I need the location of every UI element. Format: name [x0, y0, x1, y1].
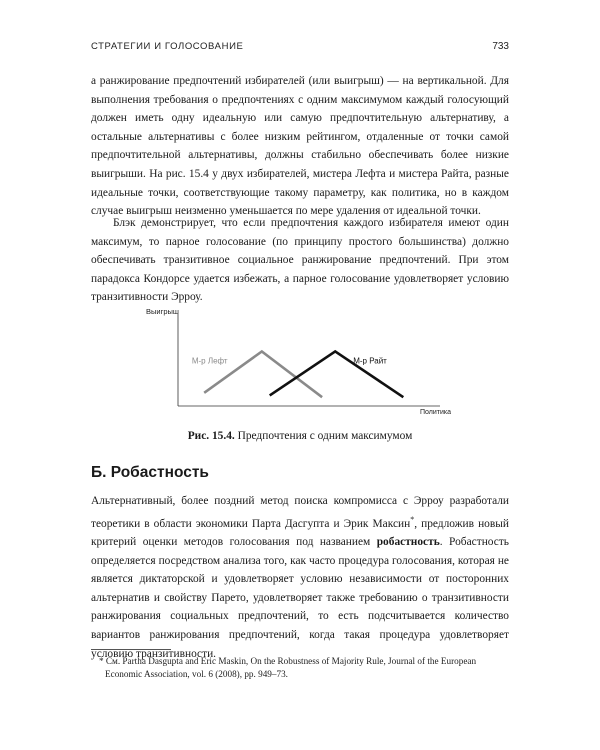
section-heading: Б. Робастность: [91, 464, 209, 481]
paragraph-3: [91, 492, 509, 663]
paragraph-3-part-1: Альтернативный, более поздний метод поиска компромисса с Эрроу разработали теоретики в области экономики Парта Дасгупта и Эрик Максин: [91, 495, 509, 530]
footnote-line-1: * См. Partha Dasgupta and Eric Maskin, On the Robustness of Majority Rule, Journal of the European: [99, 656, 477, 666]
figure-single-peaked-preferences: [140, 306, 480, 416]
page-number: 733: [492, 41, 509, 52]
running-header: [91, 41, 509, 55]
term-robustness: робастность: [376, 535, 440, 548]
running-title: СТРАТЕГИИ И ГОЛОСОВАНИЕ: [91, 41, 244, 52]
paragraph-2: Блэк демонстрирует, что если предпочтения каждого избирателя имеют один максимум, то парное голосование (по принципу простого большинства) должно обеспечивать транзитивное социальное ранжирование предпочтений. При этом парадокса Кондорсе удается избежать, а парное голосование удовлетворяет условию транзитивности Эрроу.: [91, 217, 509, 304]
figure-caption: [91, 430, 509, 442]
footnote-line-2: Economic Association, vol. 6 (2008), pp. 949–73.: [105, 669, 288, 679]
series-label-right: М-р Райт: [353, 356, 387, 366]
footnote-separator: [91, 649, 171, 650]
footnote-reference[interactable]: *: [410, 514, 415, 524]
footnote: [91, 655, 509, 681]
y-axis-label: Выигрыш: [146, 307, 179, 316]
caption-label: Рис. 15.4.: [187, 430, 235, 442]
x-axis-label: Политика: [420, 409, 451, 416]
series-label-left: М-р Лефт: [191, 356, 228, 366]
chart-svg: [140, 306, 480, 416]
paragraph-3-part-2: , предложив новый критерий оценки методов голосования под названием: [91, 517, 509, 548]
caption-text: Предпочтения с одним максимумом: [234, 430, 413, 442]
paragraph-3-part-3: . Робастность определяется посредством анализа того, как часто процедура голосования, которая не является диктаторской и удовлетворяет условию независимости от посторонних альтернатив и свойству Парето, удовлетворяет также требованию о транзитивности ранжирования социальных предпочтений, то есть подсчитывается количество вариантов ранжирования предпочтений, когда такая процедура удовлетворяет условию транзитивности.: [91, 535, 509, 660]
paragraph-1: а ранжирование предпочтений избирателей (или выигрыш) — на вертикальной. Для выполнения требования о предпочтениях с одним максимумом каждый голосующий должен иметь одну идеальную или самую предпочтительную альтернативу, а остальные альтернативы с более низким рейтингом, отдаленные от точки самой предпочтительной альтернативы, должны стабильно обеспечивать более низкие выигрыши. На рис. 15.4 у двух избирателей, мистера Лефта и мистера Райта, разные идеальные точки, соответствующие такому параметру, как политика, но в каждом случае выигрыш неизменно уменьшается по мере удаления от идеальной точки.: [91, 75, 509, 218]
